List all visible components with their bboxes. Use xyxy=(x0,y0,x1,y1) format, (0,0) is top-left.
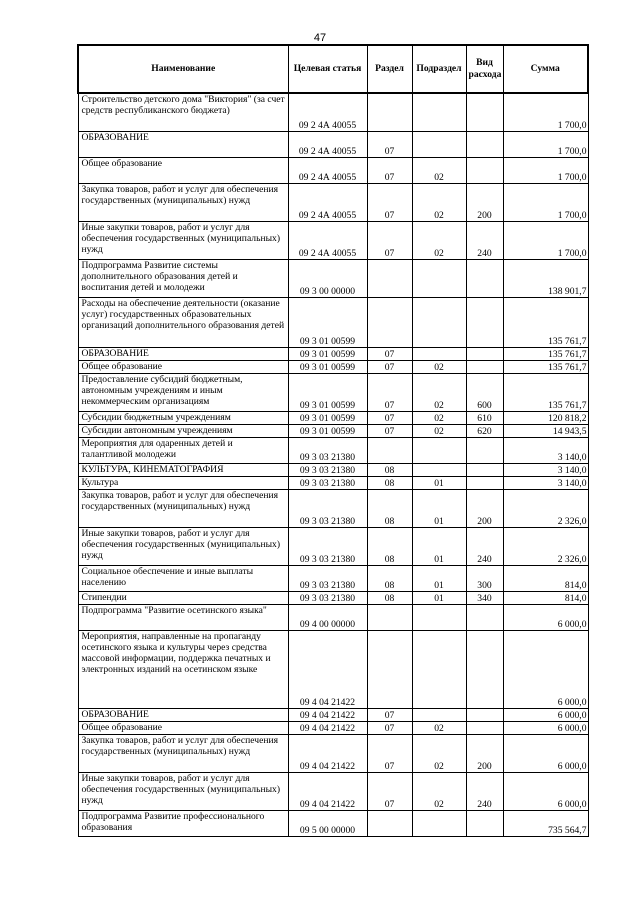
row-subsection xyxy=(412,437,466,463)
row-code: 09 2 4А 40055 xyxy=(288,157,367,183)
table-row xyxy=(78,424,588,437)
row-subsection: 02 xyxy=(412,221,466,259)
row-type: 240 xyxy=(466,221,503,259)
row-code: 09 3 01 00599 xyxy=(288,424,367,437)
row-subsection xyxy=(412,93,466,131)
row-sum: 814,0 xyxy=(503,565,588,591)
row-section: 07 xyxy=(367,221,412,259)
row-code: 09 3 03 21380 xyxy=(288,565,367,591)
row-section: 07 xyxy=(367,373,412,411)
table-row xyxy=(78,297,588,347)
row-code: 09 3 03 21380 xyxy=(288,463,367,476)
row-section: 08 xyxy=(367,489,412,527)
row-subsection xyxy=(412,604,466,630)
row-sum: 6 000,0 xyxy=(503,604,588,630)
row-code: 09 4 04 21422 xyxy=(288,708,367,721)
row-code: 09 4 04 21422 xyxy=(288,630,367,708)
row-sum: 135 761,7 xyxy=(503,347,588,360)
header-section: Раздел xyxy=(367,45,412,93)
table-row xyxy=(78,373,588,411)
header-code: Целевая статья xyxy=(288,45,367,93)
row-type xyxy=(466,347,503,360)
table-row xyxy=(78,591,588,604)
row-subsection: 02 xyxy=(412,734,466,772)
row-type xyxy=(466,476,503,489)
header-type: Вид расхода xyxy=(466,45,503,93)
table-row xyxy=(78,347,588,360)
table-row xyxy=(78,527,588,565)
row-name: ОБРАЗОВАНИЕ xyxy=(78,347,288,360)
table-row xyxy=(78,734,588,772)
row-type: 240 xyxy=(466,527,503,565)
row-subsection xyxy=(412,463,466,476)
row-sum: 6 000,0 xyxy=(503,721,588,734)
row-section: 08 xyxy=(367,565,412,591)
row-name: Иные закупки товаров, работ и услуг для обеспечения государственных (муниципальных) нужд xyxy=(78,527,288,565)
row-sum: 138 901,7 xyxy=(503,259,588,297)
row-code: 09 3 01 00599 xyxy=(288,297,367,347)
row-code: 09 3 03 21380 xyxy=(288,437,367,463)
row-sum: 814,0 xyxy=(503,591,588,604)
table-row xyxy=(78,772,588,810)
row-subsection: 01 xyxy=(412,591,466,604)
row-section xyxy=(367,297,412,347)
header-subsection: Подраздел xyxy=(412,45,466,93)
row-name: КУЛЬТУРА, КИНЕМАТОГРАФИЯ xyxy=(78,463,288,476)
row-section xyxy=(367,259,412,297)
row-type xyxy=(466,810,503,836)
row-name: ОБРАЗОВАНИЕ xyxy=(78,708,288,721)
header-sum: Сумма xyxy=(503,45,588,93)
table-row xyxy=(78,411,588,424)
row-type: 340 xyxy=(466,591,503,604)
row-section: 07 xyxy=(367,424,412,437)
row-section: 08 xyxy=(367,591,412,604)
row-sum: 135 761,7 xyxy=(503,360,588,373)
row-code: 09 3 03 21380 xyxy=(288,476,367,489)
row-name: Закупка товаров, работ и услуг для обеспечения государственных (муниципальных) нужд xyxy=(78,489,288,527)
row-sum: 3 140,0 xyxy=(503,437,588,463)
row-type xyxy=(466,259,503,297)
budget-table xyxy=(77,44,589,837)
table-row xyxy=(78,183,588,221)
row-name: Иные закупки товаров, работ и услуг для обеспечения государственных (муниципальных) нужд xyxy=(78,221,288,259)
row-section xyxy=(367,630,412,708)
row-name: Мероприятия, направленные на пропаганду осетинского языка и культуры через средства массовой информации, поддержка печатных и электронных изданий на осетинском языке xyxy=(78,630,288,708)
row-section xyxy=(367,810,412,836)
row-name: Мероприятия для одаренных детей и талантливой молодежи xyxy=(78,437,288,463)
row-section: 08 xyxy=(367,527,412,565)
row-sum: 3 140,0 xyxy=(503,463,588,476)
page-number: 47 xyxy=(313,32,327,44)
row-code: 09 3 03 21380 xyxy=(288,489,367,527)
row-code: 09 4 00 00000 xyxy=(288,604,367,630)
table-row xyxy=(78,157,588,183)
row-section: 08 xyxy=(367,476,412,489)
row-name: Социальное обеспечение и иные выплаты населению xyxy=(78,565,288,591)
row-type xyxy=(466,131,503,157)
row-subsection xyxy=(412,630,466,708)
row-sum: 1 700,0 xyxy=(503,183,588,221)
table-row xyxy=(78,604,588,630)
table-row xyxy=(78,708,588,721)
row-type xyxy=(466,157,503,183)
row-subsection: 02 xyxy=(412,424,466,437)
table-row xyxy=(78,360,588,373)
row-section: 07 xyxy=(367,131,412,157)
row-sum: 2 326,0 xyxy=(503,489,588,527)
row-code: 09 2 4А 40055 xyxy=(288,131,367,157)
row-subsection: 02 xyxy=(412,157,466,183)
row-section: 07 xyxy=(367,360,412,373)
row-name: Общее образование xyxy=(78,721,288,734)
row-section: 07 xyxy=(367,708,412,721)
row-subsection: 02 xyxy=(412,721,466,734)
row-name: Подпрограмма Развитие системы дополнительного образования детей и воспитания детей и молодежи xyxy=(78,259,288,297)
row-name: Закупка товаров, работ и услуг для обеспечения государственных (муниципальных) нужд xyxy=(78,734,288,772)
row-sum: 1 700,0 xyxy=(503,157,588,183)
row-subsection xyxy=(412,708,466,721)
row-code: 09 3 01 00599 xyxy=(288,411,367,424)
row-code: 09 3 01 00599 xyxy=(288,360,367,373)
row-section: 07 xyxy=(367,157,412,183)
table-row xyxy=(78,810,588,836)
header-name: Наименование xyxy=(78,45,288,93)
row-name: Субсидии автономным учреждениям xyxy=(78,424,288,437)
row-section xyxy=(367,604,412,630)
row-subsection: 02 xyxy=(412,360,466,373)
row-section xyxy=(367,437,412,463)
row-section: 07 xyxy=(367,183,412,221)
row-code: 09 4 04 21422 xyxy=(288,734,367,772)
row-type xyxy=(466,708,503,721)
row-name: ОБРАЗОВАНИЕ xyxy=(78,131,288,157)
row-sum: 2 326,0 xyxy=(503,527,588,565)
table-row xyxy=(78,221,588,259)
row-name: Закупка товаров, работ и услуг для обеспечения государственных (муниципальных) нужд xyxy=(78,183,288,221)
row-subsection xyxy=(412,259,466,297)
row-subsection: 02 xyxy=(412,183,466,221)
row-sum: 120 818,2 xyxy=(503,411,588,424)
row-subsection: 01 xyxy=(412,476,466,489)
row-type xyxy=(466,721,503,734)
row-subsection: 02 xyxy=(412,373,466,411)
row-code: 09 3 00 00000 xyxy=(288,259,367,297)
row-code: 09 2 4А 40055 xyxy=(288,93,367,131)
row-name: Подпрограмма Развитие профессионального образования xyxy=(78,810,288,836)
row-name: Строительство детского дома "Виктория" (за счет средств республиканского бюджета) xyxy=(78,93,288,131)
row-code: 09 4 04 21422 xyxy=(288,721,367,734)
row-name: Расходы на обеспечение деятельности (оказание услуг) государственных образовательных организаций дополнительного образования детей xyxy=(78,297,288,347)
row-section xyxy=(367,93,412,131)
row-sum: 6 000,0 xyxy=(503,630,588,708)
row-code: 09 3 01 00599 xyxy=(288,347,367,360)
row-type: 200 xyxy=(466,489,503,527)
table-body xyxy=(78,93,588,836)
row-code: 09 3 03 21380 xyxy=(288,527,367,565)
row-subsection xyxy=(412,810,466,836)
table-row xyxy=(78,489,588,527)
row-sum: 3 140,0 xyxy=(503,476,588,489)
row-type xyxy=(466,604,503,630)
row-sum: 135 761,7 xyxy=(503,297,588,347)
row-type: 600 xyxy=(466,373,503,411)
row-name: Субсидии бюджетным учреждениям xyxy=(78,411,288,424)
row-sum: 1 700,0 xyxy=(503,221,588,259)
row-sum: 135 761,7 xyxy=(503,373,588,411)
row-name: Стипендии xyxy=(78,591,288,604)
row-subsection: 01 xyxy=(412,527,466,565)
row-subsection: 01 xyxy=(412,489,466,527)
row-type: 620 xyxy=(466,424,503,437)
row-subsection: 02 xyxy=(412,772,466,810)
row-subsection: 01 xyxy=(412,565,466,591)
row-section: 08 xyxy=(367,463,412,476)
row-subsection xyxy=(412,131,466,157)
row-section: 07 xyxy=(367,772,412,810)
row-type: 200 xyxy=(466,734,503,772)
row-name: Подпрограмма "Развитие осетинского языка" xyxy=(78,604,288,630)
table-row xyxy=(78,259,588,297)
row-section: 07 xyxy=(367,411,412,424)
row-name: Культура xyxy=(78,476,288,489)
table-row xyxy=(78,463,588,476)
table-row xyxy=(78,565,588,591)
row-section: 07 xyxy=(367,734,412,772)
row-sum: 6 000,0 xyxy=(503,734,588,772)
row-name: Общее образование xyxy=(78,360,288,373)
row-type xyxy=(466,437,503,463)
row-code: 09 4 04 21422 xyxy=(288,772,367,810)
table-row xyxy=(78,93,588,131)
row-type: 610 xyxy=(466,411,503,424)
row-name: Иные закупки товаров, работ и услуг для обеспечения государственных (муниципальных) нужд xyxy=(78,772,288,810)
row-section: 07 xyxy=(367,721,412,734)
row-code: 09 3 03 21380 xyxy=(288,591,367,604)
row-type xyxy=(466,463,503,476)
table-row xyxy=(78,476,588,489)
table-row xyxy=(78,437,588,463)
row-sum: 1 700,0 xyxy=(503,131,588,157)
row-sum: 735 564,7 xyxy=(503,810,588,836)
row-subsection: 02 xyxy=(412,411,466,424)
row-sum: 14 943,5 xyxy=(503,424,588,437)
row-name: Предоставление субсидий бюджетным, автономным учреждениям и иным некоммерческим организациям xyxy=(78,373,288,411)
row-type xyxy=(466,93,503,131)
row-type xyxy=(466,297,503,347)
row-code: 09 2 4А 40055 xyxy=(288,221,367,259)
row-code: 09 2 4А 40055 xyxy=(288,183,367,221)
row-type xyxy=(466,630,503,708)
row-sum: 6 000,0 xyxy=(503,708,588,721)
table-row xyxy=(78,131,588,157)
table-row xyxy=(78,721,588,734)
row-type: 200 xyxy=(466,183,503,221)
table-header xyxy=(78,45,588,93)
row-code: 09 5 00 00000 xyxy=(288,810,367,836)
row-sum: 1 700,0 xyxy=(503,93,588,131)
row-subsection xyxy=(412,297,466,347)
row-type xyxy=(466,360,503,373)
row-type: 300 xyxy=(466,565,503,591)
row-name: Общее образование xyxy=(78,157,288,183)
row-subsection xyxy=(412,347,466,360)
row-section: 07 xyxy=(367,347,412,360)
row-code: 09 3 01 00599 xyxy=(288,373,367,411)
table-row xyxy=(78,630,588,708)
row-sum: 6 000,0 xyxy=(503,772,588,810)
row-type: 240 xyxy=(466,772,503,810)
